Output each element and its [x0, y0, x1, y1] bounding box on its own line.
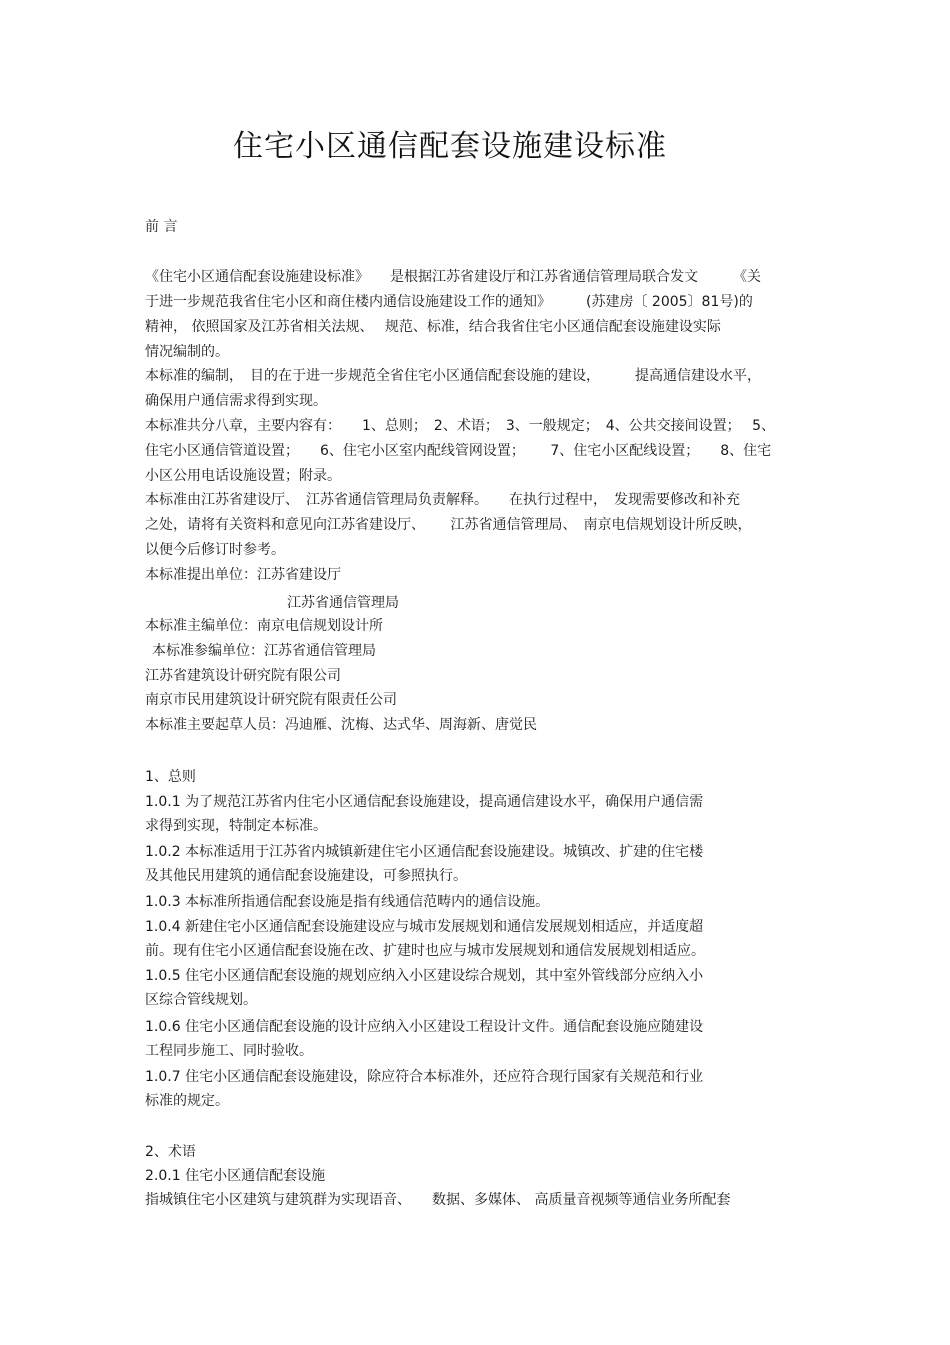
- preface-para3-line1: 本标准共分八章，主要内容有： 1、总则； 2、术语； 3、一般规定； 4、公共交接间设置； 5、: [145, 418, 775, 434]
- clause-1-0-1-line2: 求得到实现，特制定本标准。: [145, 818, 327, 834]
- preface-para2-line1: 本标准的编制， 目的在于进一步规范全省住宅小区通信配套设施的建设， 提高通信建设水平，: [145, 368, 761, 384]
- drafters-list: 本标准主要起草人员：冯迪雁、沈梅、达式华、周海新、唐觉民: [145, 717, 537, 733]
- preface-para4-line1: 本标准由江苏省建设厅、 江苏省通信管理局负责解释。 在执行过程中， 发现需要修改和补充: [145, 492, 740, 508]
- co-editor-unit: 本标准参编单位：江苏省通信管理局: [152, 643, 376, 659]
- chief-editor-unit: 本标准主编单位：南京电信规划设计所: [145, 618, 383, 634]
- preface-para3-line2: 住宅小区通信管道设置； 6、住宅小区室内配线管网设置； 7、住宅小区配线设置； 8、住宅: [145, 443, 772, 459]
- clause-1-0-2-line2: 及其他民用建筑的通信配套设施建设，可参照执行。: [145, 868, 467, 884]
- preface-para3-line3: 小区公用电话设施设置；附录。: [145, 468, 341, 484]
- preface-para4-line3: 以便今后修订时参考。: [145, 542, 285, 558]
- preface-para1-line2: 于进一步规范我省住宅小区和商住楼内通信设施建设工作的通知》 (苏建房〔 2005〕81号)的: [145, 294, 753, 310]
- clause-1-0-5-line2: 区综合管线规划。: [145, 992, 257, 1008]
- clause-1-0-6-line1: 1.0.6 住宅小区通信配套设施的设计应纳入小区建设工程设计文件。通信配套设施应随建设: [145, 1019, 704, 1035]
- clause-1-0-2-line1: 1.0.2 本标准适用于江苏省内城镇新建住宅小区通信配套设施建设。城镇改、扩建的住宅楼: [145, 844, 704, 860]
- clause-1-0-7-line2: 标准的规定。: [145, 1093, 229, 1109]
- chapter-2-heading: 2、术语: [145, 1144, 196, 1160]
- clause-2-0-1-title: 2.0.1 住宅小区通信配套设施: [145, 1168, 326, 1184]
- clause-1-0-4-line2: 前。现有住宅小区通信配套设施在改、扩建时也应与城市发展规划和通信发展规划相适应。: [145, 943, 705, 959]
- clause-1-0-1-line1: 1.0.1 为了规范江苏省内住宅小区通信配套设施建设，提高通信建设水平，确保用户通信需: [145, 794, 704, 810]
- document-title: 住宅小区通信配套设施建设标准: [233, 129, 667, 164]
- preface-heading: 前 言: [145, 219, 178, 235]
- clause-1-0-3: 1.0.3 本标准所指通信配套设施是指有线通信范畴内的通信设施。: [145, 894, 550, 910]
- co-editor-unit-2: 江苏省建筑设计研究院有限公司: [145, 668, 341, 684]
- co-editor-unit-3: 南京市民用建筑设计研究院有限责任公司: [145, 692, 397, 708]
- clause-1-0-7-line1: 1.0.7 住宅小区通信配套设施建设，除应符合本标准外，还应符合现行国家有关规范和行业: [145, 1069, 704, 1085]
- preface-para1-line4: 情况编制的。: [145, 344, 229, 360]
- preface-para4-line2: 之处，请将有关资料和意见向江苏省建设厅、 江苏省通信管理局、 南京电信规划设计所反映，: [145, 517, 752, 533]
- clause-1-0-4-line1: 1.0.4 新建住宅小区通信配套设施建设应与城市发展规划和通信发展规划相适应，并适度超: [145, 919, 704, 935]
- preface-para1-line1: 《住宅小区通信配套设施建设标准》 是根据江苏省建设厅和江苏省通信管理局联合发文 《关: [145, 269, 761, 285]
- clause-1-0-5-line1: 1.0.5 住宅小区通信配套设施的规划应纳入小区建设综合规划，其中室外管线部分应纳入小: [145, 968, 704, 984]
- clause-1-0-6-line2: 工程同步施工、同时验收。: [145, 1043, 313, 1059]
- proposer-unit-2: 江苏省通信管理局: [287, 595, 399, 611]
- proposer-unit: 本标准提出单位：江苏省建设厅: [145, 567, 341, 583]
- preface-para2-line2: 确保用户通信需求得到实现。: [145, 393, 327, 409]
- preface-para1-line3: 精神， 依照国家及江苏省相关法规、 规范、标准，结合我省住宅小区通信配套设施建设实际: [145, 319, 721, 335]
- clause-2-0-1-text: 指城镇住宅小区建筑与建筑群为实现语音、 数据、多媒体、 高质量音视频等通信业务所配套: [145, 1192, 731, 1208]
- chapter-1-heading: 1、总则: [145, 769, 196, 785]
